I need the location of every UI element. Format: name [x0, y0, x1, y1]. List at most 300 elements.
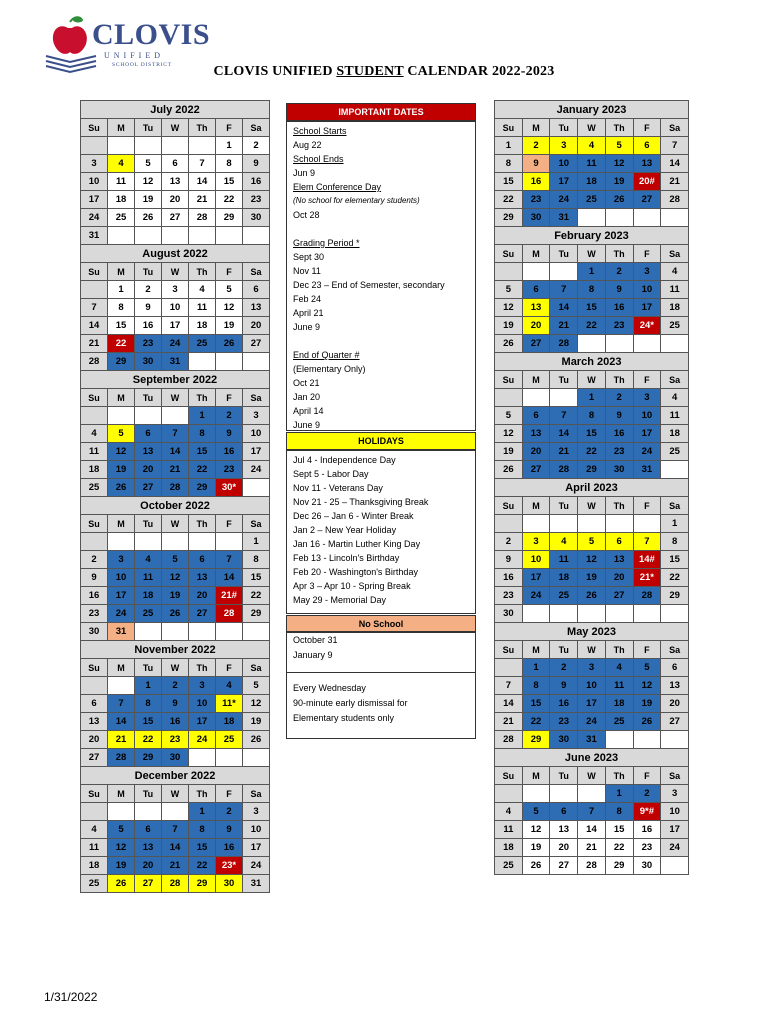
- day-cell: 21: [578, 839, 606, 857]
- day-cell: [108, 803, 135, 821]
- day-cell: [633, 335, 661, 353]
- day-cell: [495, 659, 523, 677]
- day-cell: 1: [661, 515, 689, 533]
- day-cell: [189, 227, 216, 245]
- no-school-line: January 9: [293, 650, 333, 660]
- day-cell: 29: [108, 353, 135, 371]
- day-header: Sa: [243, 659, 270, 677]
- important-date-line: Oct 21: [293, 378, 320, 388]
- week-row: [495, 785, 689, 803]
- month-header: July 2022: [81, 101, 270, 119]
- day-cell: [633, 209, 661, 227]
- day-header: Tu: [550, 497, 578, 515]
- day-cell: 12: [605, 155, 633, 173]
- day-cell: 30: [550, 731, 578, 749]
- day-cell: [633, 605, 661, 623]
- day-header: M: [108, 119, 135, 137]
- day-cell: 15: [216, 173, 243, 191]
- day-cell: [108, 137, 135, 155]
- day-cell: 9: [216, 425, 243, 443]
- day-cell: 11: [578, 155, 606, 173]
- day-cell: 28: [661, 191, 689, 209]
- day-cell: 9*#: [633, 803, 661, 821]
- day-cell: 27: [522, 461, 550, 479]
- holiday-line: Sept 5 - Labor Day: [293, 469, 369, 479]
- day-cell: 24: [550, 191, 578, 209]
- day-cell: 14: [81, 317, 108, 335]
- week-row: [81, 821, 270, 839]
- day-cell: 4: [578, 137, 606, 155]
- day-cell: 18: [578, 173, 606, 191]
- day-cell: 8: [189, 425, 216, 443]
- day-cell: 26: [495, 335, 523, 353]
- day-cell: 29: [495, 209, 523, 227]
- day-header: Sa: [243, 389, 270, 407]
- day-cell: 2: [81, 551, 108, 569]
- day-cell: 2: [522, 137, 550, 155]
- day-cell: 10: [578, 677, 606, 695]
- day-cell: [189, 533, 216, 551]
- no-school-line: October 31: [293, 635, 338, 645]
- day-cell: 3: [243, 407, 270, 425]
- day-cell: 19: [135, 191, 162, 209]
- day-cell: 15: [189, 839, 216, 857]
- day-cell: 3: [162, 281, 189, 299]
- day-cell: 2: [243, 137, 270, 155]
- day-header: Sa: [661, 767, 689, 785]
- day-cell: 17: [243, 443, 270, 461]
- day-cell: [495, 389, 523, 407]
- day-cell: 24: [81, 209, 108, 227]
- day-cell: 9: [135, 299, 162, 317]
- day-cell: 19: [495, 317, 523, 335]
- day-header: F: [216, 263, 243, 281]
- day-cell: 7: [216, 551, 243, 569]
- day-cell: 26: [108, 875, 135, 893]
- week-row: [495, 407, 689, 425]
- day-header: W: [162, 119, 189, 137]
- day-cell: 19: [578, 569, 606, 587]
- day-cell: 2: [633, 785, 661, 803]
- day-cell: 4: [81, 821, 108, 839]
- day-cell: [216, 533, 243, 551]
- day-cell: 2: [605, 263, 633, 281]
- day-header: Su: [81, 659, 108, 677]
- week-row: [81, 227, 270, 245]
- logo-line3: SCHOOL DISTRICT: [112, 62, 172, 68]
- day-cell: 13: [135, 839, 162, 857]
- day-cell: 18: [661, 425, 689, 443]
- day-cell: [81, 281, 108, 299]
- day-header: F: [216, 785, 243, 803]
- holidays-box: [286, 450, 476, 614]
- day-cell: [216, 227, 243, 245]
- day-cell: 11: [495, 821, 523, 839]
- day-cell: 26: [243, 731, 270, 749]
- day-header: Th: [605, 767, 633, 785]
- day-header: Sa: [243, 263, 270, 281]
- day-cell: 28: [162, 479, 189, 497]
- day-cell: 17: [550, 173, 578, 191]
- day-cell: 21: [550, 317, 578, 335]
- week-row: [81, 155, 270, 173]
- day-cell: 7: [108, 695, 135, 713]
- week-row: [81, 587, 270, 605]
- day-cell: 2: [495, 533, 523, 551]
- holiday-line: Dec 26 – Jan 6 - Winter Break: [293, 511, 414, 521]
- day-cell: 12: [633, 677, 661, 695]
- day-cell: 12: [495, 299, 523, 317]
- day-cell: 14: [162, 443, 189, 461]
- day-cell: 6: [550, 803, 578, 821]
- day-cell: 12: [495, 425, 523, 443]
- day-header: Th: [605, 497, 633, 515]
- day-header: Tu: [550, 245, 578, 263]
- day-cell: [550, 389, 578, 407]
- day-cell: 25: [495, 857, 523, 875]
- day-cell: [189, 353, 216, 371]
- day-header: Su: [81, 119, 108, 137]
- day-cell: 15: [605, 821, 633, 839]
- day-cell: 23: [550, 713, 578, 731]
- important-date-line: [287, 334, 475, 348]
- day-cell: 13: [522, 425, 550, 443]
- day-cell: 6: [661, 659, 689, 677]
- day-header: Th: [189, 785, 216, 803]
- day-header: Tu: [550, 767, 578, 785]
- day-cell: 28: [162, 875, 189, 893]
- day-cell: 10: [243, 425, 270, 443]
- day-cell: [135, 623, 162, 641]
- day-cell: [216, 353, 243, 371]
- day-cell: 6: [605, 533, 633, 551]
- day-header: Th: [189, 119, 216, 137]
- day-cell: 11: [81, 839, 108, 857]
- day-cell: 30: [81, 623, 108, 641]
- day-cell: 8: [495, 155, 523, 173]
- day-cell: 8: [605, 803, 633, 821]
- day-cell: 26: [578, 587, 606, 605]
- day-cell: 20: [135, 461, 162, 479]
- day-cell: 7: [633, 533, 661, 551]
- page-title: [0, 64, 768, 80]
- day-cell: 27: [550, 857, 578, 875]
- day-cell: 29: [135, 749, 162, 767]
- day-cell: [661, 209, 689, 227]
- day-header: W: [162, 785, 189, 803]
- important-date-line: June 9: [293, 420, 321, 430]
- day-cell: 22: [578, 443, 606, 461]
- day-cell: 19: [633, 695, 661, 713]
- day-cell: 27: [522, 335, 550, 353]
- week-row: [495, 857, 689, 875]
- day-cell: 20: [661, 695, 689, 713]
- day-cell: 16: [633, 821, 661, 839]
- week-row: [495, 659, 689, 677]
- day-cell: 9: [216, 821, 243, 839]
- important-date-line: Dec 23 – End of Semester, secondary: [293, 280, 445, 290]
- day-cell: 20: [189, 587, 216, 605]
- day-cell: 5: [578, 533, 606, 551]
- important-date-line: [287, 222, 475, 236]
- day-cell: 7: [162, 425, 189, 443]
- day-cell: 18: [661, 299, 689, 317]
- day-header: F: [216, 659, 243, 677]
- day-header: M: [522, 497, 550, 515]
- day-cell: 19: [243, 713, 270, 731]
- day-cell: 23: [605, 317, 633, 335]
- day-cell: 30: [633, 857, 661, 875]
- week-row: [495, 299, 689, 317]
- day-cell: 12: [578, 551, 606, 569]
- week-row: [81, 281, 270, 299]
- week-row: [495, 677, 689, 695]
- day-header: W: [578, 371, 606, 389]
- day-cell: 9: [522, 155, 550, 173]
- week-row: [81, 299, 270, 317]
- day-cell: 28: [578, 857, 606, 875]
- day-cell: [495, 785, 523, 803]
- day-header: Su: [495, 371, 523, 389]
- day-cell: 1: [135, 677, 162, 695]
- day-cell: 4: [495, 803, 523, 821]
- day-cell: [162, 803, 189, 821]
- day-cell: 12: [162, 569, 189, 587]
- day-cell: [661, 461, 689, 479]
- day-header: Su: [81, 515, 108, 533]
- week-row: [81, 425, 270, 443]
- day-cell: [81, 407, 108, 425]
- day-header: W: [162, 389, 189, 407]
- day-cell: 23: [522, 191, 550, 209]
- day-cell: 24: [661, 839, 689, 857]
- day-cell: 1: [216, 137, 243, 155]
- day-cell: [578, 515, 606, 533]
- day-cell: 24: [633, 443, 661, 461]
- day-cell: 1: [605, 785, 633, 803]
- important-date-line: School Starts: [293, 126, 347, 136]
- day-header: Su: [495, 119, 523, 137]
- day-cell: 31: [243, 875, 270, 893]
- day-cell: 6: [81, 695, 108, 713]
- day-cell: 13: [135, 443, 162, 461]
- title-pre: CLOVIS UNIFIED: [213, 64, 337, 79]
- calendar-right-column: [494, 100, 689, 875]
- day-cell: 28: [550, 461, 578, 479]
- day-cell: [661, 731, 689, 749]
- day-cell: 20: [243, 317, 270, 335]
- day-cell: 4: [108, 155, 135, 173]
- day-cell: 10: [550, 155, 578, 173]
- important-dates-box: [286, 121, 476, 431]
- day-cell: [522, 263, 550, 281]
- week-row: [495, 173, 689, 191]
- day-cell: 10: [81, 173, 108, 191]
- day-cell: 19: [108, 461, 135, 479]
- week-row: [495, 587, 689, 605]
- day-cell: [522, 785, 550, 803]
- week-row: [81, 353, 270, 371]
- day-cell: 28: [189, 209, 216, 227]
- day-cell: [578, 605, 606, 623]
- day-cell: 6: [135, 425, 162, 443]
- day-cell: 18: [135, 587, 162, 605]
- week-row: [81, 623, 270, 641]
- day-cell: 18: [189, 317, 216, 335]
- day-header: Sa: [661, 245, 689, 263]
- day-cell: 27: [162, 209, 189, 227]
- day-cell: 3: [522, 533, 550, 551]
- day-cell: 27: [135, 875, 162, 893]
- day-cell: 25: [578, 191, 606, 209]
- day-cell: 28: [81, 353, 108, 371]
- week-row: [81, 209, 270, 227]
- day-cell: 25: [216, 731, 243, 749]
- day-cell: 3: [81, 155, 108, 173]
- day-cell: 29: [522, 731, 550, 749]
- day-cell: [633, 515, 661, 533]
- week-row: [495, 155, 689, 173]
- day-cell: 13: [550, 821, 578, 839]
- day-cell: 13: [189, 569, 216, 587]
- week-row: [81, 569, 270, 587]
- day-cell: 12: [135, 173, 162, 191]
- holiday-line: Nov 11 - Veterans Day: [293, 483, 383, 493]
- day-cell: [243, 749, 270, 767]
- no-school-divider: [287, 672, 475, 673]
- day-cell: 24: [522, 587, 550, 605]
- day-cell: 14: [189, 173, 216, 191]
- day-cell: 26: [108, 479, 135, 497]
- week-row: [81, 479, 270, 497]
- day-cell: 30: [243, 209, 270, 227]
- day-cell: 12: [522, 821, 550, 839]
- day-header: W: [578, 497, 606, 515]
- month-header: April 2023: [495, 479, 689, 497]
- day-header: Th: [605, 371, 633, 389]
- day-cell: 24: [162, 335, 189, 353]
- month-header: March 2023: [495, 353, 689, 371]
- day-cell: 7: [578, 803, 606, 821]
- day-cell: 6: [522, 281, 550, 299]
- day-cell: 14: [550, 299, 578, 317]
- day-cell: [162, 137, 189, 155]
- day-cell: [522, 605, 550, 623]
- week-row: [81, 731, 270, 749]
- day-cell: 28: [550, 335, 578, 353]
- week-row: [81, 857, 270, 875]
- week-row: [495, 515, 689, 533]
- week-row: [495, 317, 689, 335]
- week-row: [81, 173, 270, 191]
- day-cell: [633, 731, 661, 749]
- day-cell: 12: [243, 695, 270, 713]
- day-cell: 4: [550, 533, 578, 551]
- day-cell: 18: [605, 695, 633, 713]
- day-cell: 4: [216, 677, 243, 695]
- day-cell: 26: [633, 713, 661, 731]
- day-cell: 5: [495, 407, 523, 425]
- day-cell: 11*: [216, 695, 243, 713]
- important-date-line: Oct 28: [293, 210, 320, 220]
- day-cell: 21: [189, 191, 216, 209]
- day-cell: 16: [81, 587, 108, 605]
- title-post: CALENDAR 2022-2023: [403, 64, 555, 79]
- day-header: Th: [605, 245, 633, 263]
- day-cell: 30: [522, 209, 550, 227]
- day-cell: 3: [189, 677, 216, 695]
- day-cell: 8: [661, 533, 689, 551]
- day-cell: [661, 335, 689, 353]
- day-cell: 27: [81, 749, 108, 767]
- day-cell: 5: [522, 803, 550, 821]
- day-header: F: [633, 371, 661, 389]
- day-header: Su: [495, 767, 523, 785]
- day-cell: 2: [216, 803, 243, 821]
- day-cell: 4: [605, 659, 633, 677]
- day-header: Tu: [550, 641, 578, 659]
- important-date-line: April 14: [293, 406, 324, 416]
- day-cell: [550, 263, 578, 281]
- week-row: [81, 461, 270, 479]
- day-cell: 19: [495, 443, 523, 461]
- day-cell: [81, 677, 108, 695]
- week-row: [495, 731, 689, 749]
- day-cell: 5: [495, 281, 523, 299]
- month-header: May 2023: [495, 623, 689, 641]
- day-cell: 2: [216, 407, 243, 425]
- day-cell: 5: [633, 659, 661, 677]
- week-row: [81, 551, 270, 569]
- day-cell: [108, 533, 135, 551]
- day-cell: 9: [495, 551, 523, 569]
- day-cell: 6: [243, 281, 270, 299]
- day-cell: 21#: [216, 587, 243, 605]
- day-cell: 4: [189, 281, 216, 299]
- day-cell: 30: [605, 461, 633, 479]
- day-cell: 10: [633, 407, 661, 425]
- day-cell: 21: [661, 173, 689, 191]
- week-row: [495, 713, 689, 731]
- important-date-line: School Ends: [293, 154, 344, 164]
- day-cell: 14: [108, 713, 135, 731]
- day-cell: 27: [189, 605, 216, 623]
- month-header: January 2023: [495, 101, 689, 119]
- day-cell: 31: [108, 623, 135, 641]
- day-header: Th: [189, 659, 216, 677]
- day-cell: [578, 785, 606, 803]
- day-cell: 22: [135, 731, 162, 749]
- holiday-line: Nov 21 - 25 – Thanksgiving Break: [293, 497, 429, 507]
- month-header: October 2022: [81, 497, 270, 515]
- day-cell: 20#: [633, 173, 661, 191]
- day-cell: [135, 227, 162, 245]
- day-cell: 7: [189, 155, 216, 173]
- week-row: [495, 821, 689, 839]
- day-header: Th: [605, 641, 633, 659]
- day-cell: [243, 479, 270, 497]
- day-cell: 9: [162, 695, 189, 713]
- important-dates-header: IMPORTANT DATES: [286, 103, 476, 121]
- day-cell: 15: [495, 173, 523, 191]
- day-cell: [162, 533, 189, 551]
- day-cell: [189, 137, 216, 155]
- day-cell: 31: [633, 461, 661, 479]
- day-header: Th: [189, 389, 216, 407]
- day-cell: 22: [189, 857, 216, 875]
- week-row: [81, 695, 270, 713]
- day-cell: 21: [550, 443, 578, 461]
